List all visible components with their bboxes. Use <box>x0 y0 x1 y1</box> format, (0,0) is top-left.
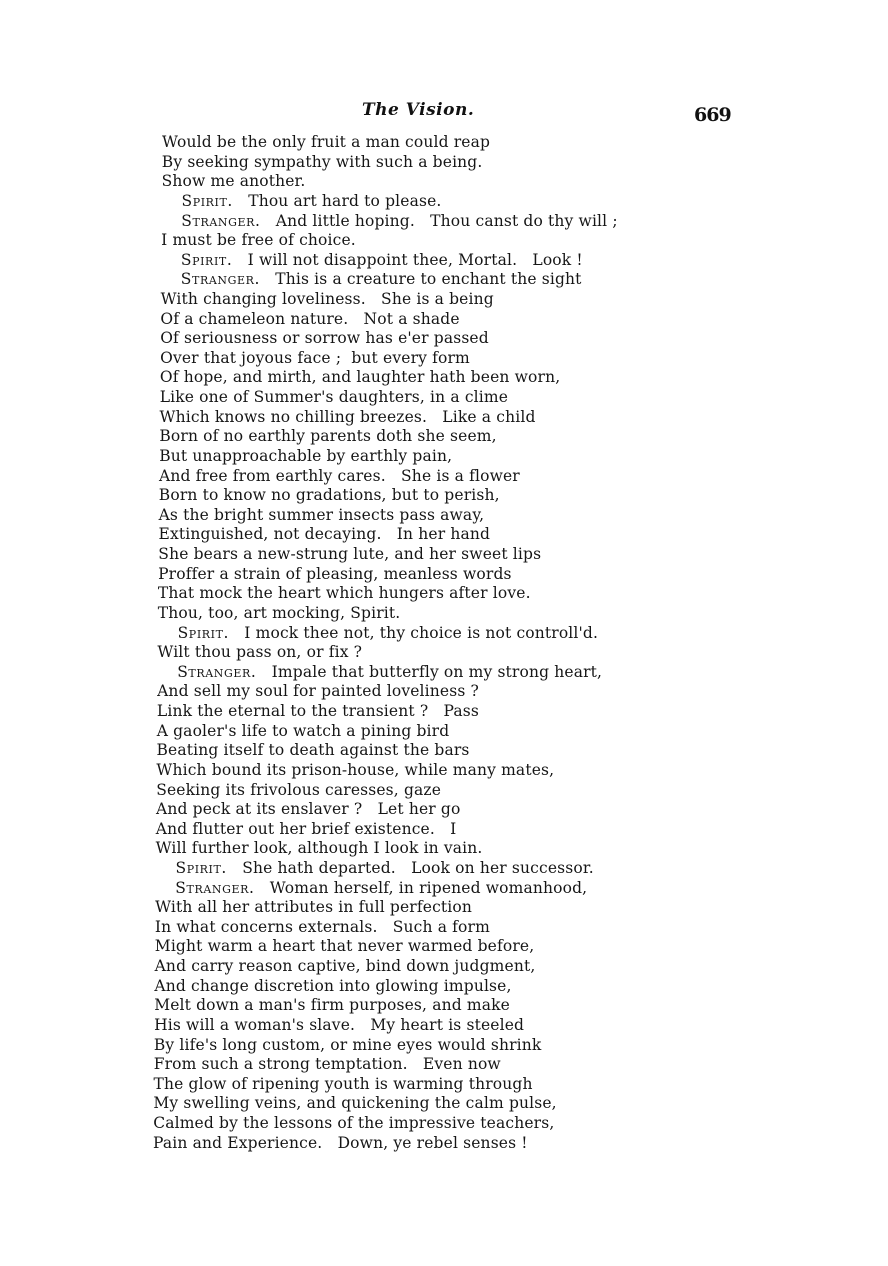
verse-line <box>155 957 536 977</box>
speaker-name: Stranger. <box>181 211 261 230</box>
line-text: Of a chameleon nature. Not a shade <box>160 309 460 328</box>
speech-line <box>181 251 583 271</box>
verse-line <box>154 1075 533 1095</box>
verse-line <box>155 918 490 938</box>
verse-line <box>158 604 401 624</box>
line-text: His will a woman's slave. My heart is steeled <box>154 1015 525 1034</box>
verse-line <box>159 447 452 467</box>
line-text: A gaoler's life to watch a pining bird <box>156 721 450 740</box>
line-text: Born of no earthly parents doth she seem, <box>159 427 497 446</box>
verse-line <box>160 349 470 369</box>
line-text: And free from earthly cares. She is a flower <box>159 466 520 485</box>
line-text: With all her attributes in full perfection <box>155 898 472 917</box>
line-text: As the bright summer insects pass away, <box>158 505 485 524</box>
line-text: From such a strong temptation. Even now <box>153 1055 501 1074</box>
verse-line <box>159 486 500 506</box>
line-text: Seeking its frivolous caresses, gaze <box>156 780 442 799</box>
line-text: Might warm a heart that never warmed before, <box>154 937 535 956</box>
line-text: Wilt thou pass on, or fix ? <box>157 643 363 662</box>
line-text: Will further look, although I look in vain. <box>155 839 483 858</box>
verse-line <box>162 172 306 192</box>
verse-line <box>159 506 485 526</box>
speaker-name: Spirit. <box>180 250 233 269</box>
line-text: Calmed by the lessons of the impressive teachers, <box>153 1114 555 1132</box>
line-text: Over that joyous face ; but every form <box>160 348 470 367</box>
verse-line <box>162 133 490 153</box>
line-text: Woman herself, in ripened womanhood, <box>269 878 588 897</box>
line-text: Thou, too, art mocking, Spirit. <box>157 603 401 622</box>
line-text: Of hope, and mirth, and laughter hath been worn, <box>159 368 561 387</box>
speech-line <box>176 859 594 879</box>
verse-line <box>160 388 508 408</box>
page-number: 669 <box>694 104 731 126</box>
line-text: I must be free of choice. <box>161 231 356 250</box>
speaker-name: Stranger. <box>180 270 261 289</box>
verse-line <box>160 329 489 349</box>
line-text: She hath departed. Look on her successor. <box>242 858 594 877</box>
verse-line <box>157 722 450 742</box>
speaker-name: Stranger. <box>175 878 255 897</box>
line-text: Show me another. <box>161 172 306 191</box>
line-text: By seeking sympathy with such a being. <box>161 152 483 171</box>
speech-line <box>175 879 587 899</box>
verse-line <box>159 427 496 447</box>
line-text: Like one of Summer's daughters, in a clime <box>159 388 509 407</box>
line-text: My swelling veins, and quickening the calm pulse, <box>153 1094 557 1113</box>
verse-line <box>160 310 459 330</box>
verse-line <box>162 153 483 173</box>
line-text: And change discretion into glowing impulse, <box>154 976 512 995</box>
verse-line <box>159 525 491 545</box>
verse-line <box>157 702 479 722</box>
verse-line <box>161 290 494 310</box>
speech-line <box>181 212 617 232</box>
verse-line <box>156 761 554 781</box>
line-text: With changing loveliness. She is a being <box>160 290 494 308</box>
line-text: And little hoping. Thou canst do thy will ; <box>275 211 618 230</box>
verse-line <box>156 820 457 840</box>
verse-line <box>154 1016 524 1036</box>
line-text: And flutter out her brief existence. I <box>155 819 457 838</box>
speech-line <box>177 663 602 683</box>
line-text: Link the eternal to the transient ? Pass <box>156 702 480 720</box>
speaker-name: Spirit. <box>177 623 230 642</box>
verse-line <box>160 368 560 388</box>
verse-line <box>154 977 511 997</box>
verse-line <box>158 545 541 565</box>
line-text: And carry reason captive, bind down judgment, <box>154 957 536 975</box>
verse-line <box>154 1055 501 1075</box>
line-text: Born to know no gradations, but to perish, <box>158 486 500 505</box>
line-text: Melt down a man's firm purposes, and make <box>154 996 510 1015</box>
speech-line <box>182 192 442 212</box>
line-text: The glow of ripening youth is warming through <box>153 1074 533 1093</box>
verse-line <box>158 584 531 604</box>
line-text: Of seriousness or sorrow has e'er passed <box>160 329 489 348</box>
line-text: This is a creature to enchant the sight <box>275 270 582 289</box>
line-text: Would be the only fruit a man could reap <box>162 133 491 151</box>
line-text: I mock thee not, thy choice is not controll'd. <box>244 623 599 642</box>
verse-line <box>154 1036 542 1056</box>
verse-line <box>157 682 479 702</box>
verse-line <box>158 565 512 585</box>
line-text: Which knows no chilling breezes. Like a child <box>159 407 536 426</box>
verse-line <box>155 937 535 957</box>
speaker-name: Spirit. <box>181 191 233 210</box>
verse-line <box>153 1134 528 1154</box>
verse-line <box>160 408 536 428</box>
line-text: Which bound its prison-house, while many mates, <box>156 760 555 779</box>
verse-line <box>156 800 460 820</box>
speech-line <box>181 270 582 290</box>
line-text: She bears a new-strung lute, and her sweet lips <box>158 545 542 563</box>
line-text: In what concerns externals. Such a form <box>154 917 490 936</box>
line-text: Beating itself to death against the bars <box>156 741 470 760</box>
line-text: And peck at its enslaver ? Let her go <box>156 800 461 819</box>
line-text: I will not disappoint thee, Mortal. Look ! <box>247 250 583 269</box>
verse-line <box>153 1114 554 1134</box>
speaker-name: Stranger. <box>177 662 257 681</box>
verse-line <box>157 643 362 663</box>
line-text: Thou art hard to please. <box>248 191 442 210</box>
verse-line <box>155 898 472 918</box>
verse-line <box>159 467 520 487</box>
verse-line <box>156 781 441 801</box>
verse-line <box>154 996 510 1016</box>
line-text: Pain and Experience. Down, ye rebel senses ! <box>153 1133 528 1152</box>
verse-line <box>157 741 470 761</box>
line-text: Extinguished, not decaying. In her hand <box>158 525 491 544</box>
verse-line <box>161 231 356 251</box>
line-text: But unapproachable by earthly pain, <box>159 446 453 465</box>
line-text: By life's long custom, or mine eyes would shrink <box>153 1035 542 1054</box>
line-text: And sell my soul for painted loveliness ? <box>157 682 479 701</box>
speaker-name: Spirit. <box>175 858 227 877</box>
line-text: Proffer a strain of pleasing, meanless words <box>158 564 512 583</box>
line-text: Impale that butterfly on my strong heart, <box>271 662 603 681</box>
speech-line <box>178 624 599 644</box>
verse-line <box>156 839 483 859</box>
running-title: The Vision. <box>362 100 475 120</box>
verse-line <box>153 1094 556 1114</box>
line-text: That mock the heart which hungers after love. <box>157 584 531 603</box>
